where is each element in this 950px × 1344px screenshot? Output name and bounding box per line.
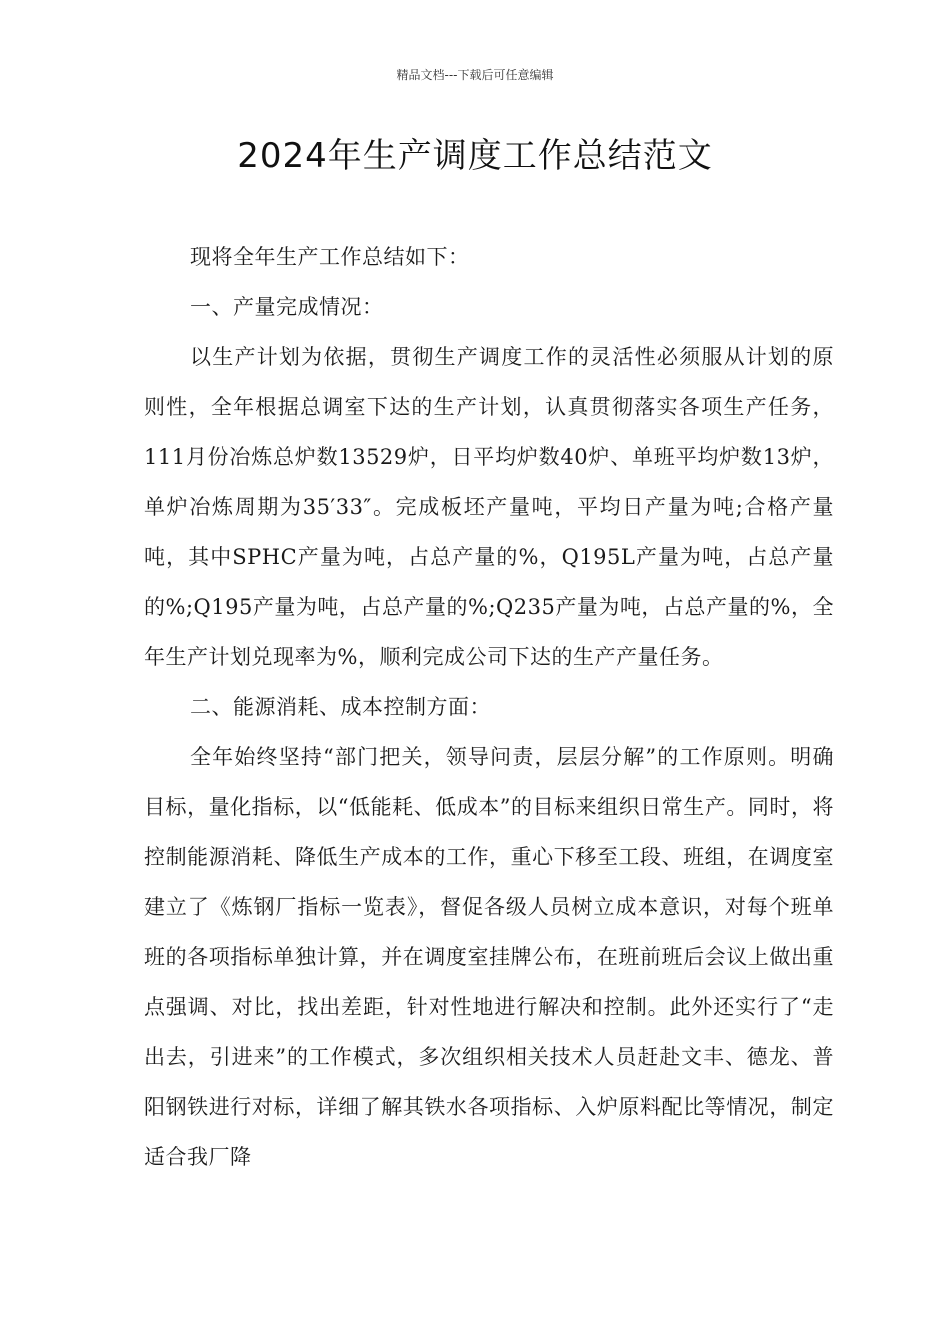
document-body: [144, 232, 834, 1182]
page-header: 精品文档---下载后可任意编辑: [396, 68, 554, 82]
document-title: 2024年生产调度工作总结范文: [237, 136, 713, 176]
paragraph-energy: 全年始终坚持“部门把关，领导问责，层层分解”的工作原则。明确目标，量化指标，以“低能耗、低成本”的目标来组织日常生产。同时，将控制能源消耗、降低生产成本的工作，重心下移至工段、班组，在调度室建立了《炼钢厂指标一览表》，督促各级人员树立成本意识，对每个班单班的各项指标单独计算，并在调度室挂牌公布，在班前班后会议上做出重点强调、对比，找出差距，针对性地进行解决和控制。此外还实行了“走出去，引进来”的工作模式，多次组织相关技术人员赶赴文丰、德龙、普阳钢铁进行对标，详细了解其铁水各项指标、入炉原料配比等情况，制定适合我厂降: [144, 745, 834, 1169]
paragraph-output: 以生产计划为依据，贯彻生产调度工作的灵活性必须服从计划的原则性，全年根据总调室下达的生产计划，认真贯彻落实各项生产任务，111月份冶炼总炉数13529炉，日平均炉数40炉、单班平均炉数13炉，单炉冶炼周期为35′33″。完成板坯产量吨，平均日产量为吨;合格产量吨，其中SPHC产量为吨，占总产量的%，Q195L产量为吨，占总产量的%;Q195产量为吨，占总产量的%;Q235产量为吨，占总产量的%，全年生产计划兑现率为%，顺利完成公司下达的生产产量任务。: [144, 345, 834, 669]
section-heading-energy: 二、能源消耗、成本控制方面：: [190, 695, 491, 719]
paragraph-intro: 现将全年生产工作总结如下：: [190, 245, 470, 269]
section-heading-output: 一、产量完成情况：: [190, 295, 384, 319]
